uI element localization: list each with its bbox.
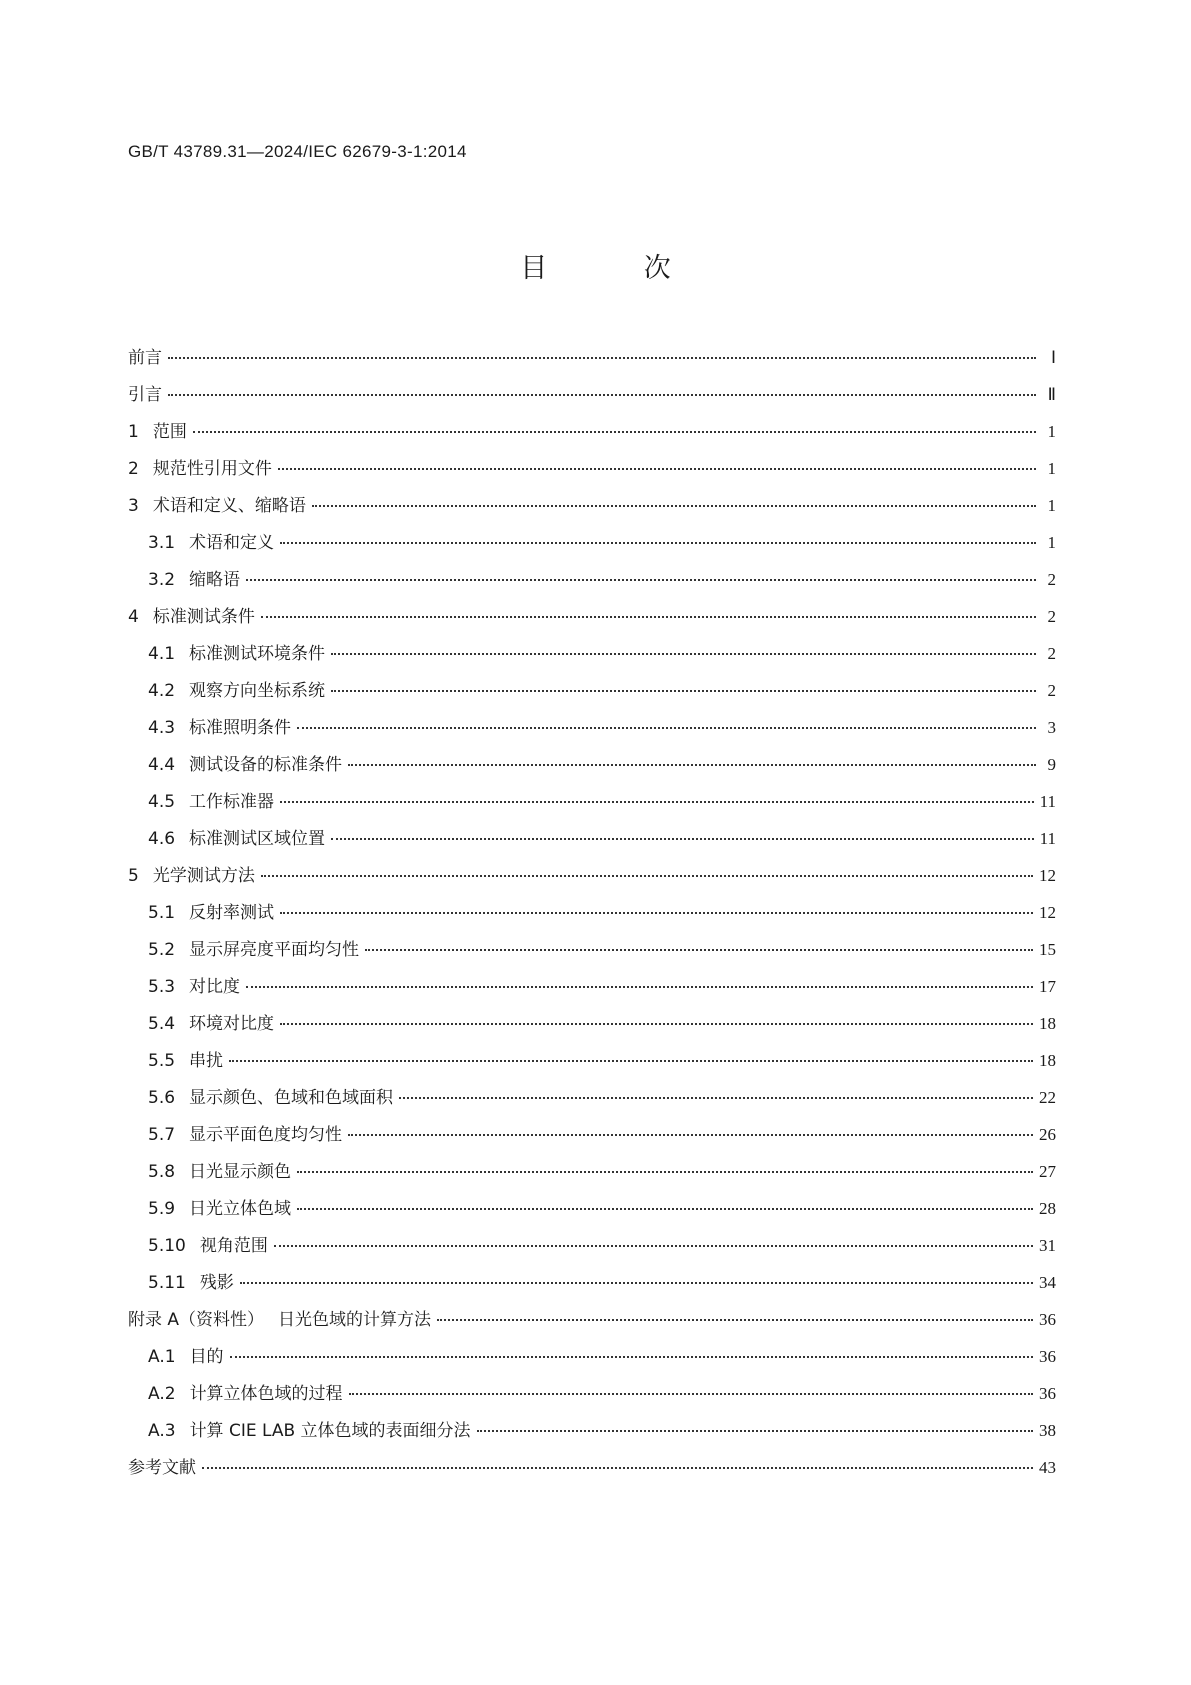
toc-entry-page: 12 [1039, 903, 1056, 922]
toc-entry-page: 2 [1047, 570, 1056, 589]
dot-leader [297, 726, 1036, 729]
dot-leader [280, 541, 1036, 544]
toc-entry-number: 2 [128, 459, 139, 479]
toc-entry-number: 4.1 [148, 644, 176, 664]
dot-leader [193, 430, 1036, 433]
toc-entry-number: 附录 A（资料性） [128, 1310, 265, 1330]
toc-entry-page: Ⅱ [1047, 385, 1056, 404]
toc-entry[interactable] [128, 1157, 1056, 1194]
toc-entry-number: 5.10 [148, 1236, 186, 1256]
toc-entry-page: 18 [1039, 1014, 1056, 1033]
toc-entry[interactable] [128, 1231, 1056, 1268]
toc-entry-page: 34 [1039, 1273, 1056, 1292]
toc-entry-label: 显示平面色度均匀性 [189, 1125, 343, 1145]
toc-entry-page: 26 [1039, 1125, 1056, 1144]
dot-leader [331, 837, 1034, 840]
toc-entry[interactable] [128, 972, 1056, 1009]
toc-entry-page: 1 [1047, 496, 1056, 515]
dot-leader [331, 689, 1036, 692]
toc-entry-label: 术语和定义 [189, 533, 275, 553]
toc-entry-page: Ⅰ [1050, 348, 1056, 367]
dot-leader [280, 911, 1033, 914]
toc-entry-page: 12 [1039, 866, 1056, 885]
toc-entry-page: 3 [1047, 718, 1056, 737]
toc-entry[interactable] [128, 1120, 1056, 1157]
toc-entry[interactable] [128, 1268, 1056, 1305]
toc-entry-label: 环境对比度 [189, 1014, 275, 1034]
dot-leader [399, 1096, 1033, 1099]
toc-entry-page: 9 [1047, 755, 1056, 774]
toc-entry-label: 标准测试条件 [152, 607, 255, 627]
toc-entry-page: 31 [1039, 1236, 1056, 1255]
dot-leader [230, 1355, 1033, 1358]
toc-entry-page: 1 [1047, 459, 1056, 478]
dot-leader [365, 948, 1033, 951]
toc-entry-number: 4.2 [148, 681, 176, 701]
toc-entry-number: 5.2 [148, 940, 176, 960]
toc-entry-number: 5 [128, 866, 139, 886]
toc-entry[interactable] [128, 713, 1056, 750]
toc-entry[interactable] [128, 787, 1056, 824]
toc-entry[interactable] [128, 1009, 1056, 1046]
toc-entry-label: 标准测试环境条件 [189, 644, 326, 664]
toc-entry[interactable] [128, 639, 1056, 676]
toc-entry[interactable] [128, 417, 1056, 454]
toc-entry-page: 27 [1039, 1162, 1056, 1181]
toc-entry-page: 36 [1039, 1310, 1056, 1329]
dot-leader [437, 1318, 1033, 1321]
dot-leader [312, 504, 1036, 507]
toc-entry-page: 17 [1039, 977, 1056, 996]
dot-leader [274, 1244, 1033, 1247]
table-of-contents [128, 343, 1056, 1490]
toc-entry-number: 4.3 [148, 718, 176, 738]
dot-leader [168, 393, 1036, 396]
toc-entry-number: 5.6 [148, 1088, 176, 1108]
toc-entry-number: 4.4 [148, 755, 176, 775]
toc-entry-page: 2 [1047, 681, 1056, 700]
toc-entry[interactable] [128, 1342, 1056, 1379]
document-header: GB/T 43789.31—2024/IEC 62679-3-1:2014 [128, 142, 467, 161]
toc-entry[interactable] [128, 1305, 1056, 1342]
toc-entry-label: 残影 [199, 1273, 234, 1293]
toc-entry-number: 5.9 [148, 1199, 176, 1219]
toc-entry-label: 术语和定义、缩略语 [152, 496, 306, 516]
dot-leader [477, 1429, 1033, 1432]
toc-entry-label: 显示颜色、色域和色域面积 [189, 1088, 394, 1108]
toc-entry-label: 工作标准器 [189, 792, 275, 812]
toc-entry[interactable] [128, 824, 1056, 861]
toc-entry-label: 日光显示颜色 [189, 1162, 292, 1182]
toc-entry-number: 4 [128, 607, 139, 627]
dot-leader [348, 763, 1036, 766]
page-title: 目 次 [520, 253, 715, 284]
toc-entry-number: 3.1 [148, 533, 176, 553]
dot-leader [246, 578, 1036, 581]
toc-entry[interactable] [128, 898, 1056, 935]
dot-leader [331, 652, 1036, 655]
toc-entry-page: 2 [1047, 607, 1056, 626]
toc-entry-number: 4.5 [148, 792, 176, 812]
toc-entry-page: 11 [1039, 792, 1056, 811]
toc-entry-page: 1 [1047, 533, 1056, 552]
toc-entry-number: 5.7 [148, 1125, 176, 1145]
toc-entry-label: 规范性引用文件 [152, 459, 272, 479]
toc-entry-label: 标准测试区域位置 [189, 829, 326, 849]
dot-leader [348, 1133, 1033, 1136]
toc-entry-number: 3 [128, 496, 139, 516]
dot-leader [280, 1022, 1033, 1025]
toc-entry[interactable] [128, 565, 1056, 602]
toc-entry[interactable] [128, 1046, 1056, 1083]
toc-entry-number: A.2 [148, 1384, 176, 1404]
dot-leader [297, 1207, 1033, 1210]
toc-entry-number: A.3 [148, 1421, 176, 1441]
toc-entry-number: 5.3 [148, 977, 176, 997]
dot-leader [202, 1466, 1033, 1469]
toc-entry[interactable] [128, 1379, 1056, 1416]
toc-entry-label: 反射率测试 [189, 903, 275, 923]
toc-entry-label: 缩略语 [189, 570, 241, 590]
toc-entry-page: 2 [1047, 644, 1056, 663]
toc-entry-label: 目的 [189, 1347, 224, 1367]
toc-entry-label: 参考文献 [128, 1458, 196, 1478]
toc-entry[interactable] [128, 750, 1056, 787]
toc-entry-number: 5.4 [148, 1014, 176, 1034]
toc-entry[interactable] [128, 1194, 1056, 1231]
toc-entry[interactable] [128, 491, 1056, 528]
toc-entry-number: 3.2 [148, 570, 176, 590]
dot-leader [278, 467, 1036, 470]
toc-entry-label: 计算 CIE LAB 立体色域的表面细分法 [189, 1421, 471, 1441]
toc-entry[interactable] [128, 602, 1056, 639]
toc-entry-page: 11 [1039, 829, 1056, 848]
toc-entry-page: 38 [1039, 1421, 1056, 1440]
toc-entry-label: 计算立体色域的过程 [189, 1384, 343, 1404]
toc-entry-label: 视角范围 [199, 1236, 268, 1256]
toc-entry-label: 标准照明条件 [189, 718, 292, 738]
dot-leader [229, 1059, 1033, 1062]
toc-entry[interactable] [128, 454, 1056, 491]
toc-entry-number: A.1 [148, 1347, 176, 1367]
toc-entry[interactable] [128, 528, 1056, 565]
toc-entry-label: 对比度 [189, 977, 241, 997]
toc-entry[interactable] [128, 1453, 1056, 1490]
toc-entry-label: 测试设备的标准条件 [189, 755, 343, 775]
toc-entry-label: 前言 [128, 348, 162, 368]
toc-entry-label: 显示屏亮度平面均匀性 [189, 940, 360, 960]
toc-entry-page: 1 [1047, 422, 1056, 441]
toc-entry-page: 36 [1039, 1347, 1056, 1366]
toc-entry-number: 5.5 [148, 1051, 176, 1071]
toc-entry-page: 15 [1039, 940, 1056, 959]
toc-entry-number: 5.1 [148, 903, 176, 923]
dot-leader [297, 1170, 1033, 1173]
toc-entry-number: 1 [128, 422, 139, 442]
toc-entry[interactable] [128, 935, 1056, 972]
toc-entry-number: 4.6 [148, 829, 176, 849]
toc-entry-page: 18 [1039, 1051, 1056, 1070]
dot-leader [240, 1281, 1033, 1284]
toc-entry[interactable] [128, 676, 1056, 713]
toc-entry-label: 串扰 [189, 1051, 224, 1071]
toc-entry[interactable] [128, 1416, 1056, 1453]
toc-entry[interactable] [128, 861, 1056, 898]
toc-entry-page: 28 [1039, 1199, 1056, 1218]
dot-leader [280, 800, 1034, 803]
toc-entry[interactable] [128, 380, 1056, 417]
toc-entry-label: 日光色域的计算方法 [278, 1310, 432, 1330]
toc-entry-label: 日光立体色域 [189, 1199, 292, 1219]
toc-entry-label: 引言 [128, 385, 162, 405]
toc-entry[interactable] [128, 343, 1056, 380]
dot-leader [261, 874, 1033, 877]
toc-entry-number: 5.8 [148, 1162, 176, 1182]
toc-entry-label: 观察方向坐标系统 [189, 681, 326, 701]
dot-leader [168, 356, 1036, 359]
dot-leader [261, 615, 1036, 618]
toc-entry[interactable] [128, 1083, 1056, 1120]
dot-leader [246, 985, 1033, 988]
toc-entry-number: 5.11 [148, 1273, 186, 1293]
toc-entry-label: 光学测试方法 [152, 866, 255, 886]
toc-entry-label: 范围 [152, 422, 187, 442]
dot-leader [349, 1392, 1033, 1395]
toc-entry-page: 43 [1039, 1458, 1056, 1477]
toc-entry-page: 22 [1039, 1088, 1056, 1107]
toc-entry-page: 36 [1039, 1384, 1056, 1403]
